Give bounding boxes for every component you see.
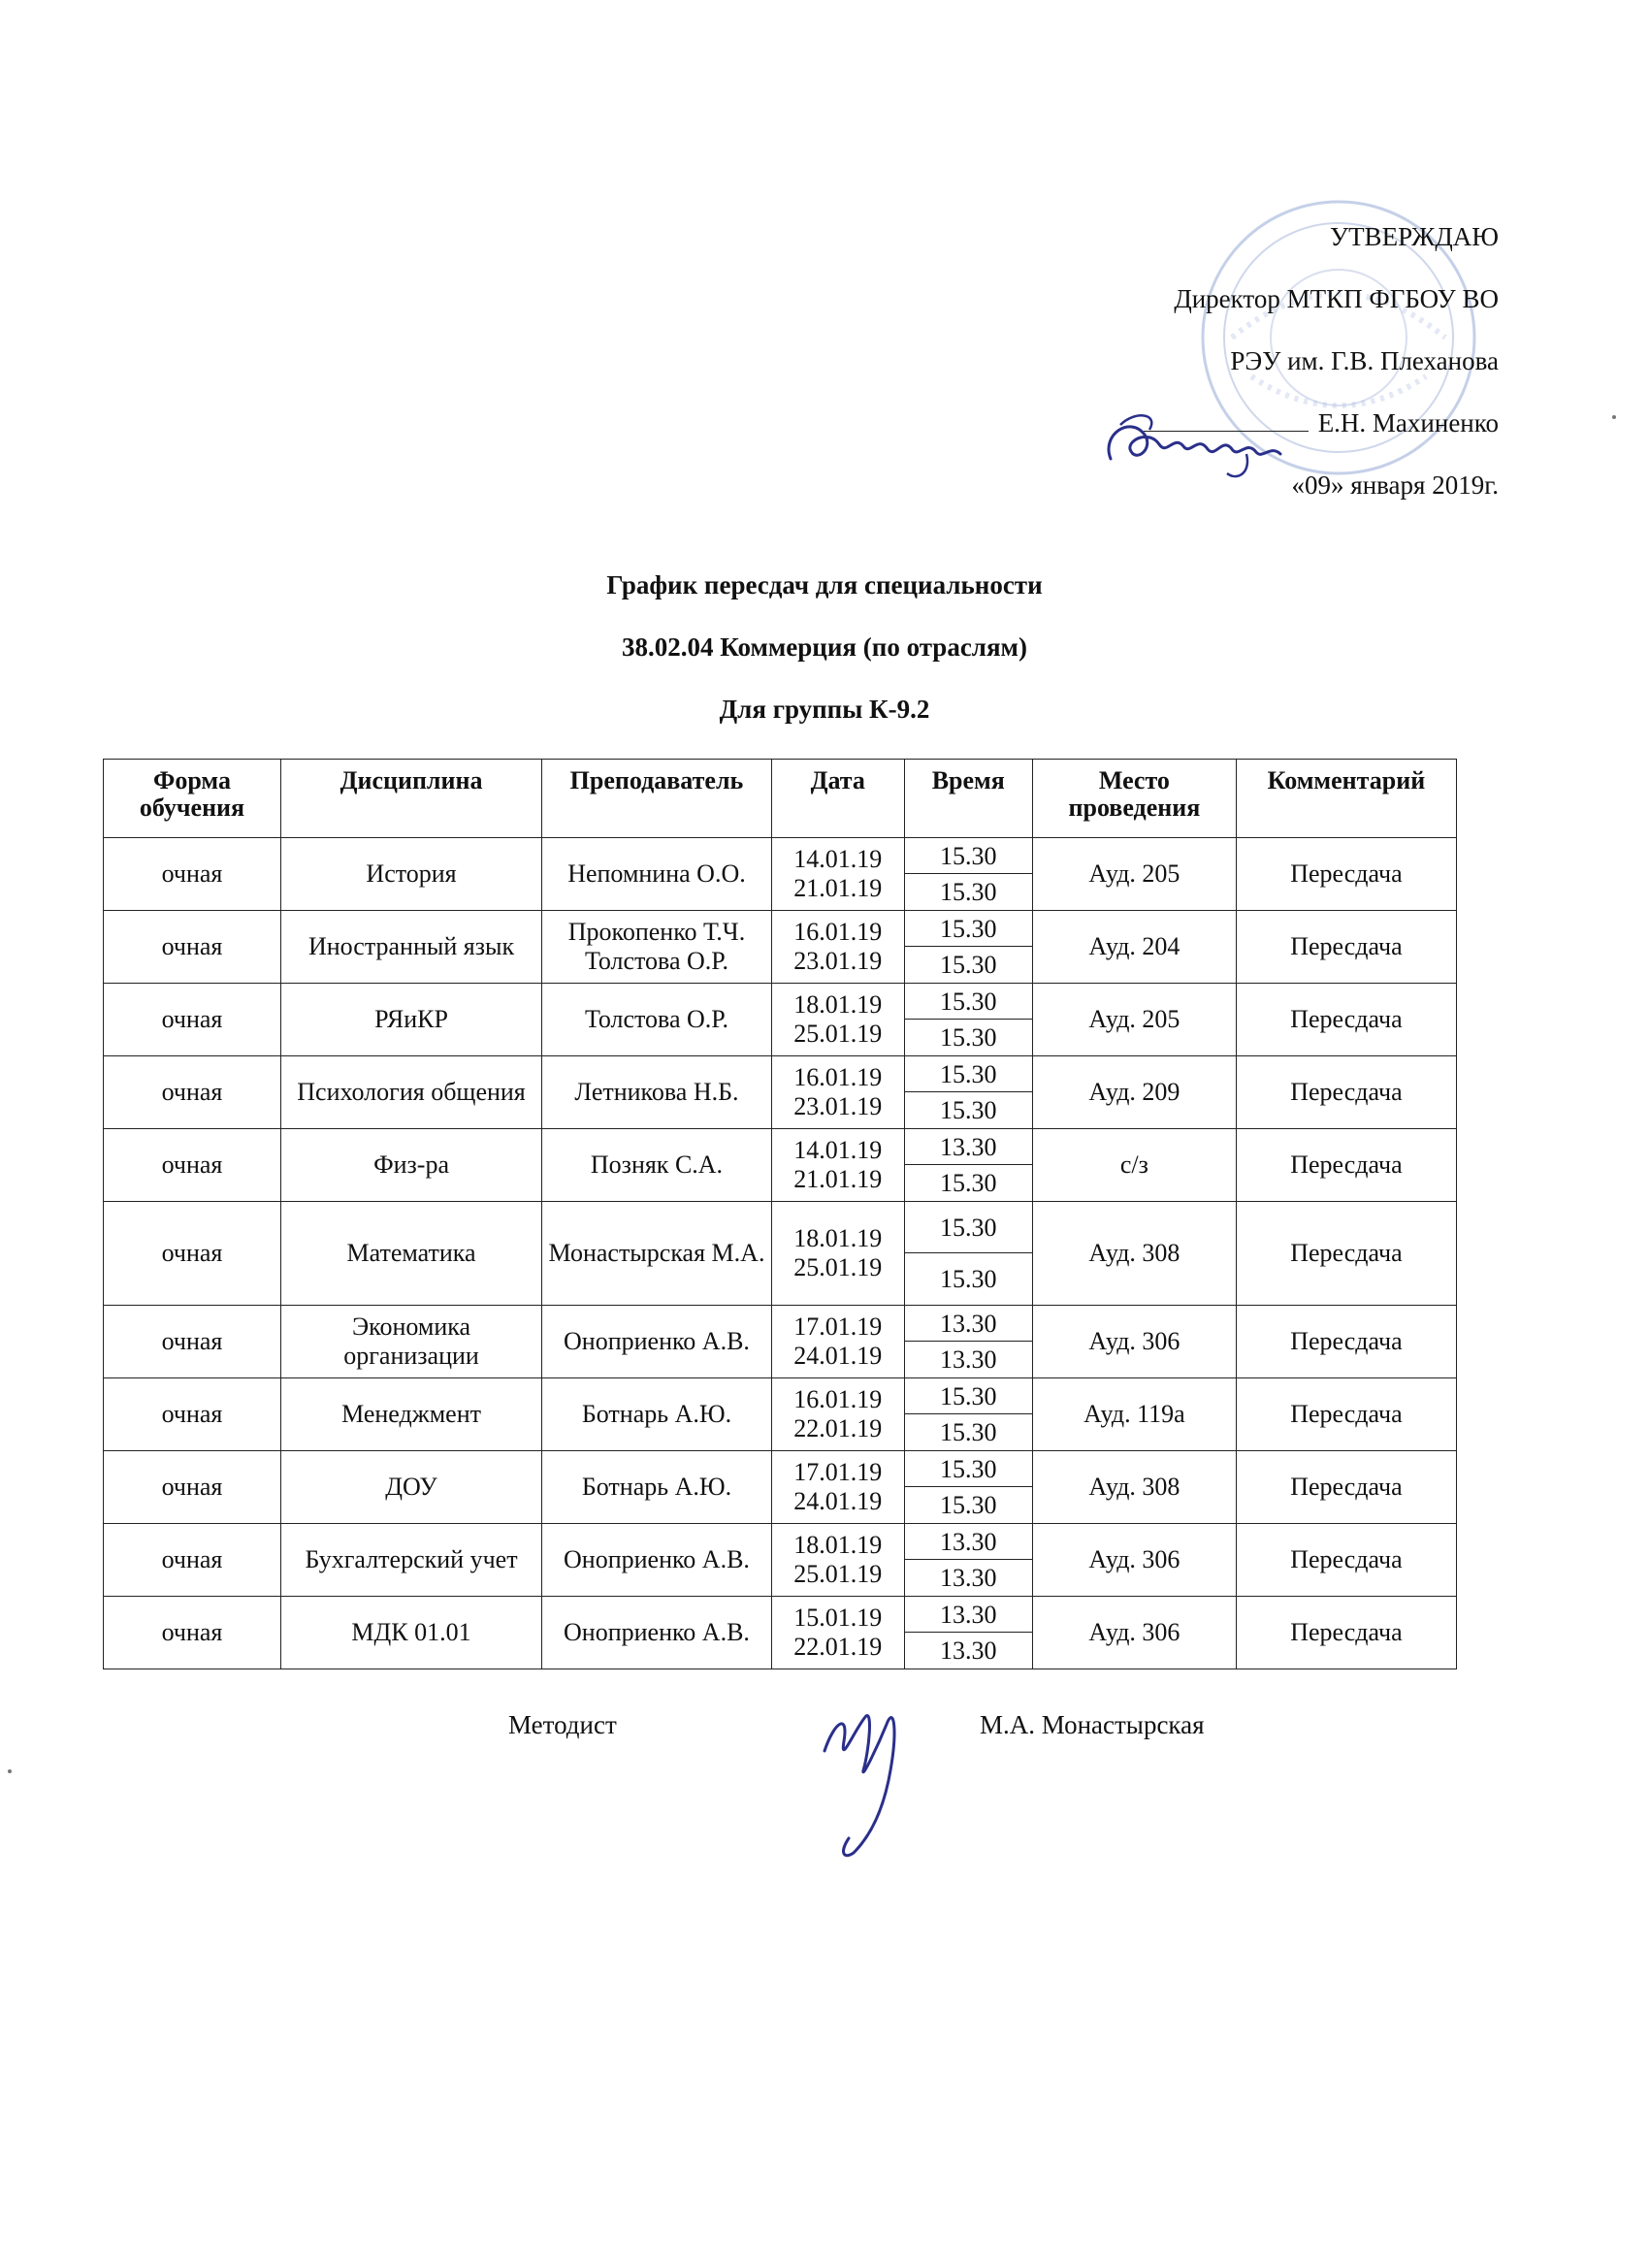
cell-time-2: 15.30 [940, 1265, 997, 1293]
cell-discipline: Бухгалтерский учет [280, 1524, 541, 1597]
table-row [104, 1129, 1457, 1202]
cell-date-1: 17.01.19 [793, 1312, 883, 1341]
cell-time-1: 13.30 [905, 1129, 1032, 1165]
scan-speck [8, 1769, 12, 1773]
time-split [905, 838, 1032, 910]
cell-form: очная [104, 984, 281, 1056]
cell-dates [771, 1451, 904, 1524]
time-split [905, 911, 1032, 983]
cell-time-1: 13.30 [905, 1524, 1032, 1560]
cell-time-1: 13.30 [905, 1306, 1032, 1342]
header-date: Дата [771, 760, 904, 838]
director-signature [1091, 405, 1295, 483]
cell-form: очная [104, 1524, 281, 1597]
cell-dates [771, 1202, 904, 1306]
cell-date-1: 18.01.19 [793, 1531, 883, 1559]
cell-teacher: Толстова О.Р. [542, 984, 772, 1056]
cell-time-2: 13.30 [940, 1636, 997, 1665]
cell-discipline: Менеджмент [280, 1378, 541, 1451]
cell-time-1: 15.30 [905, 1056, 1032, 1092]
cell-time-1: 15.30 [905, 1451, 1032, 1487]
cell-dates [771, 911, 904, 984]
cell-discipline: РЯиКР [280, 984, 541, 1056]
cell-form: очная [104, 1202, 281, 1306]
header-time: Время [904, 760, 1032, 838]
cell-times [904, 1306, 1032, 1378]
header-teacher: Преподаватель [542, 760, 772, 838]
cell-discipline: Физ-ра [280, 1129, 541, 1202]
table-row [104, 1378, 1457, 1451]
methodist-name: М.А. Монастырская [980, 1710, 1205, 1739]
scan-speck [1612, 415, 1616, 419]
cell-place: Ауд. 308 [1032, 1451, 1236, 1524]
cell-discipline: ДОУ [280, 1451, 541, 1524]
header-place: Место проведения [1032, 760, 1236, 838]
time-split [905, 1451, 1032, 1523]
approval-block [917, 221, 1499, 532]
cell-teacher: Оноприенко А.В. [542, 1524, 772, 1597]
cell-teacher: Летникова Н.Б. [542, 1056, 772, 1129]
cell-times [904, 1202, 1032, 1306]
time-split [905, 1597, 1032, 1669]
cell-discipline: Психология общения [280, 1056, 541, 1129]
cell-date-1: 16.01.19 [793, 1063, 883, 1091]
header-comment: Комментарий [1236, 760, 1456, 838]
cell-teacher: Прокопенко Т.Ч. Толстова О.Р. [542, 911, 772, 984]
cell-dates [771, 1129, 904, 1202]
cell-form: очная [104, 1056, 281, 1129]
cell-teacher: Монастырская М.А. [542, 1202, 772, 1306]
cell-date-2: 22.01.19 [793, 1633, 883, 1661]
cell-comment: Пересдача [1236, 1129, 1456, 1202]
cell-form: очная [104, 1597, 281, 1669]
cell-place: Ауд. 306 [1032, 1597, 1236, 1669]
cell-place: Ауд. 204 [1032, 911, 1236, 984]
schedule-title: График пересдач для специальности [606, 570, 1043, 599]
director-name: Е.Н. Махиненко [1317, 408, 1499, 437]
cell-time-2: 13.30 [940, 1564, 997, 1592]
cell-comment: Пересдача [1236, 1056, 1456, 1129]
cell-discipline: Иностранный язык [280, 911, 541, 984]
cell-comment: Пересдача [1236, 1597, 1456, 1669]
cell-form: очная [104, 838, 281, 911]
cell-time-1: 13.30 [905, 1597, 1032, 1633]
table-row [104, 1306, 1457, 1378]
cell-time-2: 15.30 [940, 1491, 997, 1519]
cell-teacher: Ботнарь А.Ю. [542, 1378, 772, 1451]
time-split [905, 1129, 1032, 1201]
cell-times [904, 1056, 1032, 1129]
cell-date-2: 22.01.19 [793, 1414, 883, 1442]
organization-line: РЭУ им. Г.В. Плеханова [1230, 346, 1499, 375]
cell-teacher: Оноприенко А.В. [542, 1306, 772, 1378]
cell-time-2: 15.30 [940, 951, 997, 979]
specialty-title: 38.02.04 Коммерция (по отраслям) [622, 632, 1027, 662]
cell-discipline: Математика [280, 1202, 541, 1306]
table-row [104, 838, 1457, 911]
cell-comment: Пересдача [1236, 911, 1456, 984]
cell-place: Ауд. 209 [1032, 1056, 1236, 1129]
cell-comment: Пересдача [1236, 1202, 1456, 1306]
cell-time-1: 15.30 [905, 911, 1032, 947]
cell-place: Ауд. 119а [1032, 1378, 1236, 1451]
cell-teacher: Непомнина О.О. [542, 838, 772, 911]
approve-word: УТВЕРЖДАЮ [1329, 222, 1499, 251]
cell-form: очная [104, 911, 281, 984]
methodist-role: Методист [508, 1710, 617, 1739]
cell-form: очная [104, 1306, 281, 1378]
cell-discipline: История [280, 838, 541, 911]
time-split [905, 984, 1032, 1055]
cell-date-1: 18.01.19 [793, 1224, 883, 1252]
cell-time-1: 15.30 [905, 838, 1032, 874]
header-form: Форма обучения [104, 760, 281, 838]
cell-times [904, 1524, 1032, 1597]
cell-teacher: Позняк С.А. [542, 1129, 772, 1202]
cell-teacher: Оноприенко А.В. [542, 1597, 772, 1669]
cell-date-1: 17.01.19 [793, 1458, 883, 1486]
cell-date-1: 14.01.19 [793, 1136, 883, 1164]
cell-times [904, 838, 1032, 911]
time-split [905, 1306, 1032, 1377]
cell-form: очная [104, 1451, 281, 1524]
cell-date-1: 16.01.19 [793, 918, 883, 946]
table-row [104, 1524, 1457, 1597]
cell-form: очная [104, 1129, 281, 1202]
cell-comment: Пересдача [1236, 1451, 1456, 1524]
cell-dates [771, 1378, 904, 1451]
cell-place: Ауд. 306 [1032, 1524, 1236, 1597]
group-title: Для группы К-9.2 [719, 695, 930, 724]
methodist-signature [805, 1693, 922, 1863]
cell-date-1: 15.01.19 [793, 1604, 883, 1632]
approval-date: «09» января 2019г. [1291, 470, 1499, 500]
cell-form: очная [104, 1378, 281, 1451]
cell-date-2: 25.01.19 [793, 1020, 883, 1048]
cell-times [904, 1129, 1032, 1202]
cell-comment: Пересдача [1236, 984, 1456, 1056]
cell-times [904, 1378, 1032, 1451]
time-split [905, 1056, 1032, 1128]
cell-comment: Пересдача [1236, 1378, 1456, 1451]
cell-comment: Пересдача [1236, 1524, 1456, 1597]
cell-place: Ауд. 205 [1032, 984, 1236, 1056]
cell-discipline: Экономика организации [280, 1306, 541, 1378]
cell-date-2: 24.01.19 [793, 1342, 883, 1370]
table-header-row [104, 760, 1457, 838]
cell-time-1: 15.30 [905, 1202, 1032, 1253]
table-row [104, 1597, 1457, 1669]
cell-dates [771, 984, 904, 1056]
cell-time-2: 15.30 [940, 1169, 997, 1197]
schedule-table [103, 759, 1457, 1669]
cell-date-2: 23.01.19 [793, 1092, 883, 1120]
cell-time-1: 15.30 [905, 1378, 1032, 1414]
cell-times [904, 1597, 1032, 1669]
cell-date-1: 18.01.19 [793, 990, 883, 1019]
cell-time-2: 15.30 [940, 878, 997, 906]
cell-dates [771, 1597, 904, 1669]
cell-place: Ауд. 308 [1032, 1202, 1236, 1306]
cell-time-1: 15.30 [905, 984, 1032, 1020]
cell-dates [771, 1524, 904, 1597]
table-row [104, 984, 1457, 1056]
table-row [104, 1202, 1457, 1306]
cell-dates [771, 1306, 904, 1378]
header-discipline: Дисциплина [280, 760, 541, 838]
cell-times [904, 911, 1032, 984]
table-row [104, 1056, 1457, 1129]
cell-date-2: 25.01.19 [793, 1560, 883, 1588]
cell-time-2: 15.30 [940, 1418, 997, 1446]
cell-time-2: 15.30 [940, 1096, 997, 1124]
time-split [905, 1378, 1032, 1450]
cell-date-2: 25.01.19 [793, 1253, 883, 1281]
cell-comment: Пересдача [1236, 1306, 1456, 1378]
cell-times [904, 1451, 1032, 1524]
cell-date-2: 21.01.19 [793, 1165, 883, 1193]
cell-dates [771, 1056, 904, 1129]
cell-place: с/з [1032, 1129, 1236, 1202]
cell-date-1: 14.01.19 [793, 845, 883, 873]
cell-discipline: МДК 01.01 [280, 1597, 541, 1669]
time-split [905, 1524, 1032, 1596]
cell-place: Ауд. 306 [1032, 1306, 1236, 1378]
cell-teacher: Ботнарь А.Ю. [542, 1451, 772, 1524]
table-row [104, 911, 1457, 984]
cell-date-2: 23.01.19 [793, 947, 883, 975]
cell-date-1: 16.01.19 [793, 1385, 883, 1413]
cell-time-2: 13.30 [940, 1345, 997, 1374]
director-position: Директор МТКП ФГБОУ ВО [1174, 284, 1499, 313]
cell-place: Ауд. 205 [1032, 838, 1236, 911]
time-split [905, 1202, 1032, 1305]
table-row [104, 1451, 1457, 1524]
cell-comment: Пересдача [1236, 838, 1456, 911]
cell-date-2: 24.01.19 [793, 1487, 883, 1515]
cell-time-2: 15.30 [940, 1023, 997, 1052]
cell-date-2: 21.01.19 [793, 874, 883, 902]
cell-dates [771, 838, 904, 911]
cell-times [904, 984, 1032, 1056]
